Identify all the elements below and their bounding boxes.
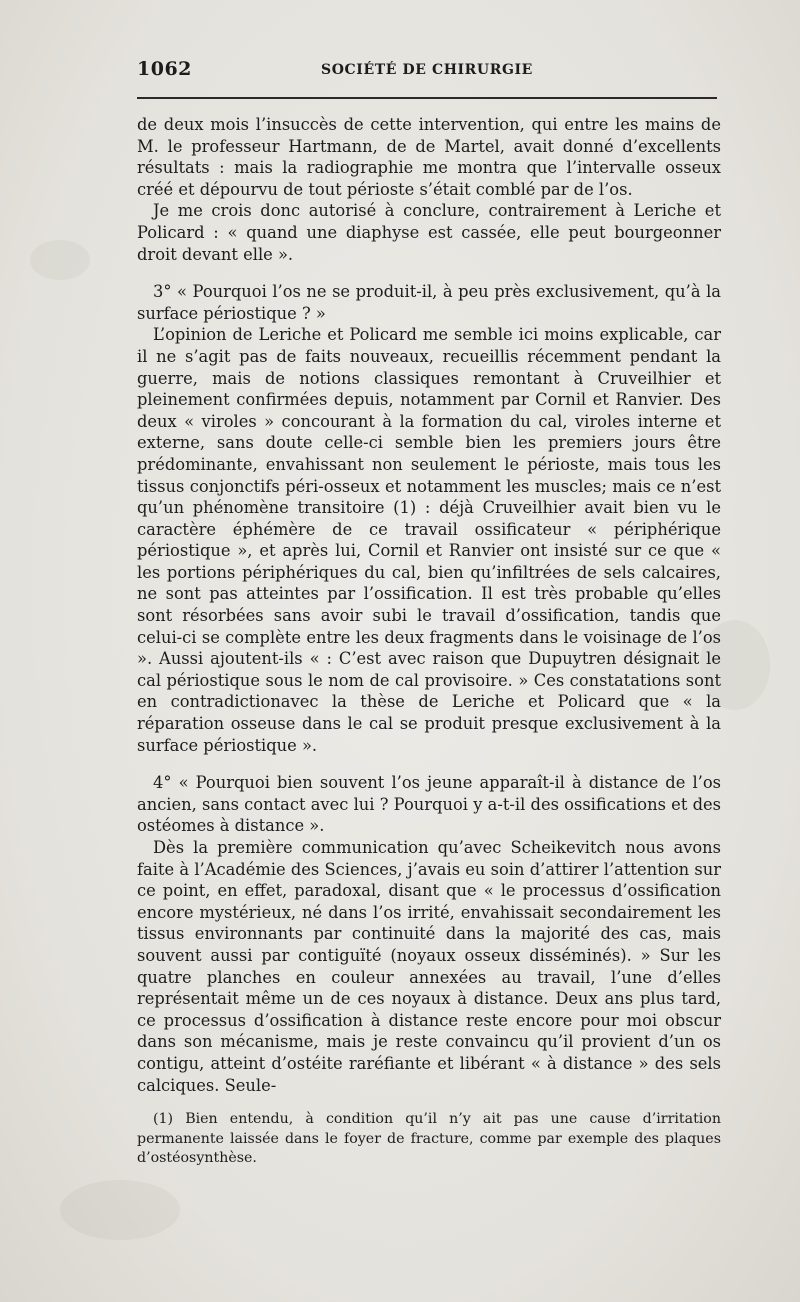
section-heading-paragraph: 4° « Pourquoi bien souvent l’os jeune apparaît-il à distance de l’os ancien, sans contact avec lui ? Pourquoi y a-t-il des ossifications et des ostéomes à distance ».	[137, 773, 721, 836]
paragraph: Je me crois donc autorisé à conclure, contrairement à Leriche et Policard : « quand une diaphyse est cassée, elle peut bourgeonner droit devant elle ».	[137, 201, 721, 264]
paragraph: de deux mois l’insuccès de cette intervention, qui entre les mains de M. le professeur Hartmann, de de Martel, avait donné d’excellents résultats : mais la radiographie me montra que l’intervalle osseux créé et dépourvu de tout périoste s’était comblé par de l’os.	[137, 115, 721, 199]
page-number: 1062	[137, 58, 192, 80]
section-heading-paragraph: 3° « Pourquoi l’os ne se produit-il, à peu près exclusivement, qu’à la surface périostique ? »	[137, 282, 721, 323]
main-text	[137, 114, 721, 1096]
paper-stain	[30, 240, 90, 280]
paragraph: L’opinion de Leriche et Policard me semble ici moins explicable, car il ne s’agit pas de faits nouveaux, recueillis récemment pendant la guerre, mais de notions classiques remontant à Cruveilhier et pleinement confirmées depuis, notamment par Cornil et Ranvier. Des deux « viroles » concourant à la formation du cal, viroles interne et externe, sans doute celle-ci semble bien les premiers jours être prédominante, envahissant non seulement le périoste, mais tous les tissus conjonctifs péri-osseux et notamment les muscles; mais ce n’est qu’un phénomène transitoire (1) : déjà Cruveilhier avait bien vu le caractère éphémère de ce travail ossificateur « périphérique périostique », et après lui, Cornil et Ranvier ont insisté sur ce que « les portions périphériques du cal, bien qu’infiltrées de sels calcaires, ne sont pas atteintes par l’ossification. Il est très probable qu’elles sont résorbées sans avoir subi le travail d’ossification, tandis que celui-ci se complète entre les deux fragments dans le voisinage de l’os ». Aussi ajoutent-ils « : C’est avec raison que Dupuytren désignait le cal périostique sous le nom de cal provisoire. » Ces constatations sont en contradictionavec la thèse de Leriche et Policard que « la réparation osseuse dans le cal se produit presque exclusivement à la surface périostique ».	[137, 325, 721, 755]
paragraph: Dès la première communication qu’avec Scheikevitch nous avons faite à l’Académie des Sciences, j’avais eu soin d’attirer l’attention sur ce point, en effet, paradoxal, disant que « le processus d’ossification encore mystérieux, né dans l’os irrité, envahissait secondairement les tissus environnants par continuité dans la majorité des cas, mais souvent aussi par contiguïté (noyaux osseux disséminés). » Sur les quatre planches en couleur annexées au travail, l’une d’elles représentait même un de ces noyaux à distance. Deux ans plus tard, ce processus d’ossification à distance reste encore pour moi obscur dans son mécanisme, mais je reste convaincu qu’il provient d’un os contigu, atteint d’ostéite raréfiante et libérant « à distance » des sels calciques. Seule-	[137, 838, 721, 1095]
header-rule	[137, 97, 717, 99]
paper-stain	[60, 1180, 180, 1240]
page-header	[137, 58, 717, 86]
running-title: SOCIÉTÉ DE CHIRURGIE	[321, 62, 533, 78]
footnote: (1) Bien entendu, à condition qu’il n’y ait pas une cause d’irritation permanente laissée dans le foyer de fracture, comme par exemple des plaques d’ostéosynthèse.	[137, 1111, 721, 1166]
